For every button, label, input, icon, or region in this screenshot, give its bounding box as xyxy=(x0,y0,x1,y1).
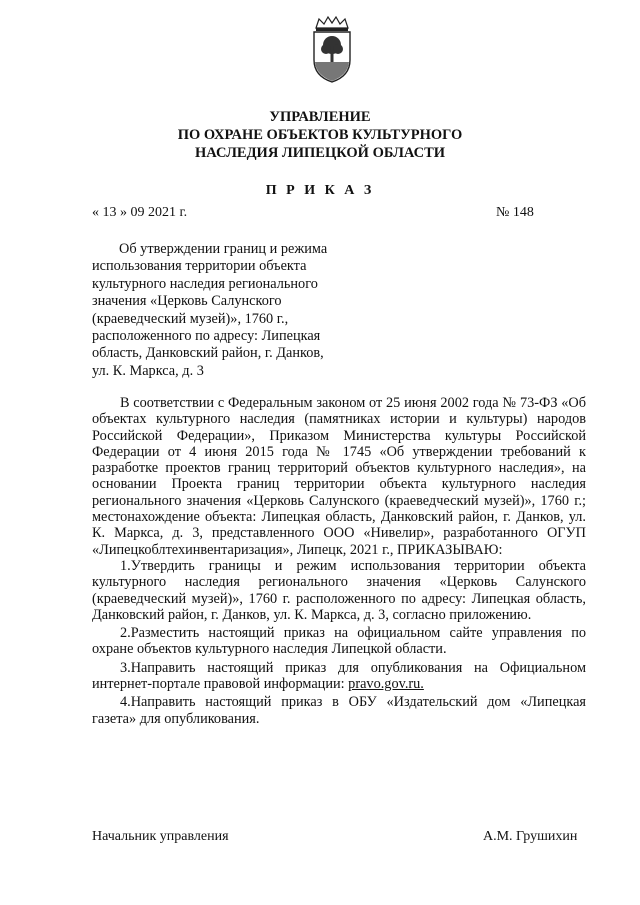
agency-header xyxy=(0,108,640,162)
subject-line: Об утверждении границ и режима xyxy=(119,241,328,257)
subject-line: культурного наследия регионального xyxy=(92,275,318,292)
order-item-2: 2.Разместить настоящий приказ на официальном сайте управления по охране объектов культурного наследия Липецкой области. xyxy=(92,625,586,658)
pravo-link[interactable]: pravo.gov.ru. xyxy=(348,676,424,693)
preamble-paragraph: В соответствии с Федеральным законом от 25 июня 2002 года № 73-ФЗ «Об объектах культурного наследия (памятниках истории и культуры) народов Российской Федерации», Приказом Министерства культуры Российской Федерации от 4 июня 2015 года № 1745 «Об утверждении требований к разработке проектов границ территорий объектов культурного наследия», на основании Проекта границ территории объекта культурного наследия регионального значения «Церковь Салунского (краеведческий музей)», 1760 г.; местонахождение объекта: Липецкая область, Данковский район, г. Данков, ул. К. Маркса, д. 3, представленного ООО «Нивелир», разработанного ОГУП «Липецкоблтехинвентаризация», Липецк, 2021 г., ПРИКАЗЫВАЮ: xyxy=(92,395,586,558)
subject-line: область, Данковский район, г. Данков, xyxy=(92,345,324,362)
order-title: П Р И К А З xyxy=(265,183,375,198)
order-date: « 13 » 09 2021 г. xyxy=(92,205,188,220)
order-item-3 xyxy=(92,660,586,693)
subject-line: значения «Церковь Салунского xyxy=(92,293,282,310)
order-item-1: 1.Утвердить границы и режим использования территории объекта культурного наследия регионального значения «Церковь Салунского (краеведческий музей)», 1760 г. расположенного по адресу: Липецкая область, Данковский район, г. Данков, ул. К. Маркса, д. 3, согласно приложению. xyxy=(92,557,586,623)
signer-name: А.М. Грушихин xyxy=(483,829,578,844)
header-line-3: НАСЛЕДИЯ ЛИПЕЦКОЙ ОБЛАСТИ xyxy=(194,145,446,161)
header-line-1: УПРАВЛЕНИЕ xyxy=(269,109,371,125)
subject-line: расположенного по адресу: Липецкая xyxy=(92,328,321,345)
order-subject xyxy=(92,241,382,380)
header-line-2: ПО ОХРАНЕ ОБЪЕКТОВ КУЛЬТУРНОГО xyxy=(177,127,463,143)
coat-of-arms-icon xyxy=(310,14,354,84)
subject-line: (краеведческий музей)», 1760 г., xyxy=(92,310,289,327)
subject-line: использования территории объекта xyxy=(92,258,307,275)
order-number: № 148 xyxy=(496,205,534,220)
order-body xyxy=(92,395,586,727)
subject-line: ул. К. Маркса, д. 3 xyxy=(92,362,204,379)
order-item-4: 4.Направить настоящий приказ в ОБУ «Издательский дом «Липецкая газета» для опубликования. xyxy=(92,694,586,727)
order-item-3-text: 3.Направить настоящий приказ для опубликования на Официальном интернет-портале правовой информации: xyxy=(92,659,586,693)
signer-position: Начальник управления xyxy=(92,829,229,844)
